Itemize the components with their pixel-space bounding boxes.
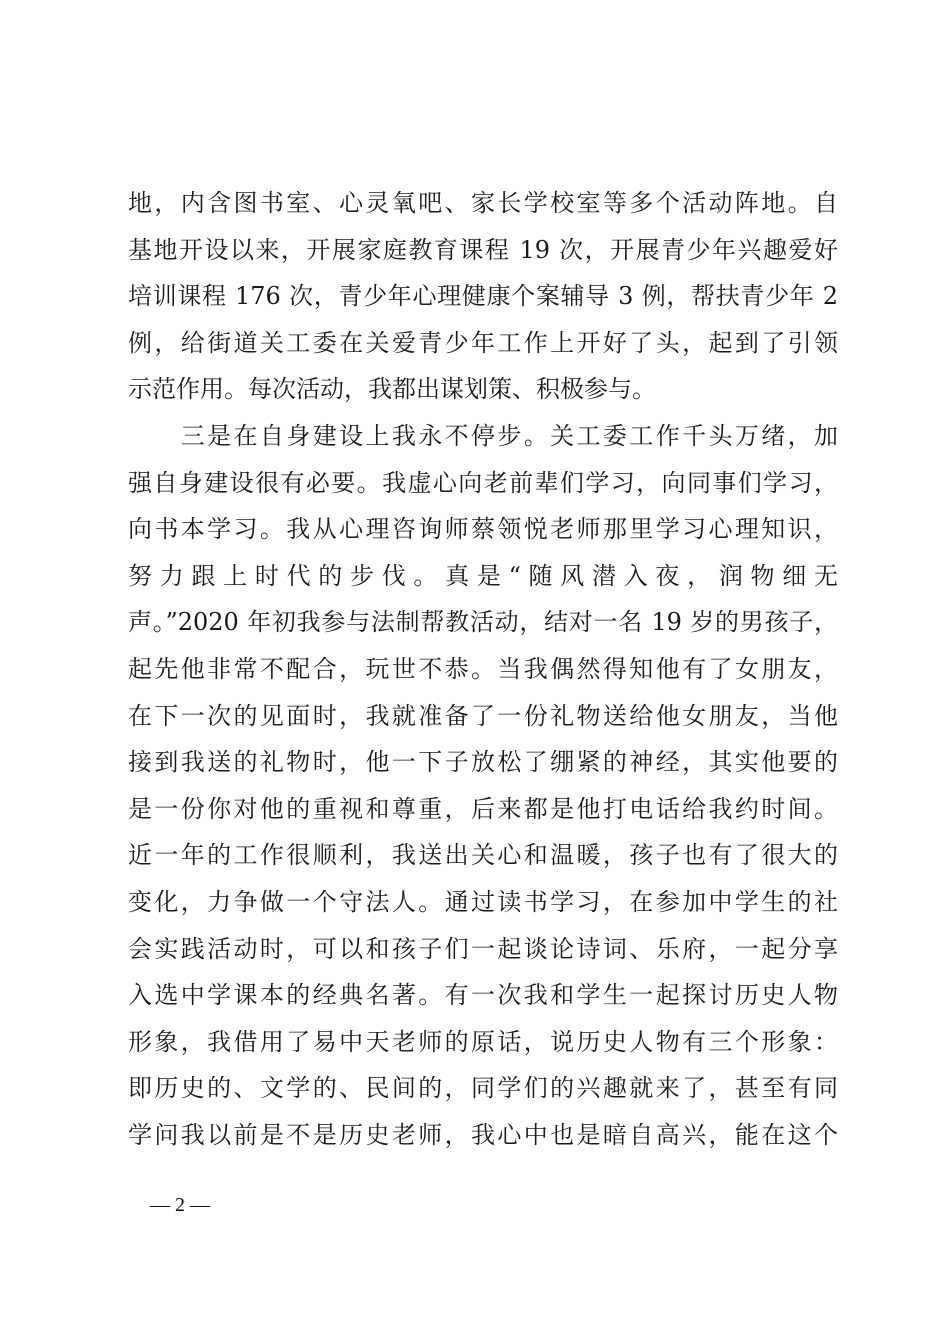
text-line: 地，内含图书室、心灵氧吧、家长学校室等多个活动阵地。自 [128,189,838,217]
text-line: 努力跟上时代的步伐。真是“随风潜入夜，润物细无 [128,561,838,590]
text-line: 强自身建设很有必要。我虚心向老前辈们学习，向同事们学习， [128,468,838,497]
text-line: 入选中学课本的经典名著。有一次我和学生一起探讨历史人物 [128,981,838,1010]
text-line: 形象，我借用了易中天老师的原话，说历史人物有三个形象： [128,1027,838,1056]
text-line: 近一年的工作很顺利，我送出关心和温暖，孩子也有了很大的 [128,841,838,870]
text-line: 向书本学习。我从心理咨询师蔡领悦老师那里学习心理知识， [128,515,838,544]
text-line: 会实践活动时，可以和孩子们一起谈论诗词、乐府，一起分享 [128,934,838,963]
text-line: 即历史的、文学的、民间的，同学们的兴趣就来了，甚至有同 [128,1074,838,1103]
text-line: 学问我以前是不是历史老师，我心中也是暗自高兴，能在这个 [128,1120,838,1149]
text-line: 基地开设以来，开展家庭教育课程 19 次，开展青少年兴趣爱好 [128,235,838,264]
page-number: — 2 — [150,1194,210,1216]
text-line: 起先他非常不配合，玩世不恭。当我偶然得知他有了女朋友， [128,654,838,683]
text-line: 在下一次的见面时，我就准备了一份礼物送给他女朋友，当他 [128,701,838,730]
text-line: 示范作用。每次活动，我都出谋划策、积极参与。 [128,375,656,404]
body-text [128,180,838,1158]
text-line: 接到我送的礼物时，他一下子放松了绷紧的神经，其实他要的 [128,748,838,777]
text-line: 三是在自身建设上我永不停步。关工委工作千头万绪，加 [128,421,838,450]
text-line: 声。”2020 年初我参与法制帮教活动，结对一名 19 岁的男孩子， [128,608,838,637]
text-line: 例，给街道关工委在关爱青少年工作上开好了头，起到了引领 [128,328,838,357]
text-line: 培训课程 176 次，青少年心理健康个案辅导 3 例，帮扶青少年 2 [128,282,838,311]
text-line: 是一份你对他的重视和尊重，后来都是他打电话给我约时间。 [128,794,838,823]
text-line: 变化，力争做一个守法人。通过读书学习，在参加中学生的社 [128,887,838,916]
